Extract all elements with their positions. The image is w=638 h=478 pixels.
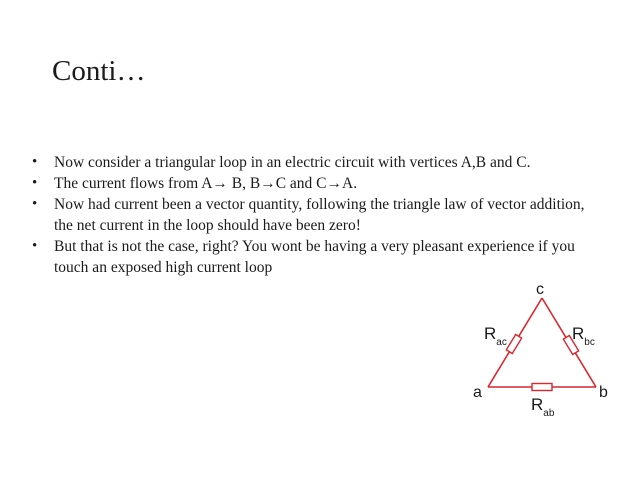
vertex-label-c: c (536, 281, 544, 298)
resistor-ac (506, 334, 521, 353)
resistor-label-bc-base: R (572, 324, 585, 343)
vertex-label-b: b (599, 384, 608, 401)
bullet-item (30, 194, 585, 236)
triangle-circuit-diagram (465, 278, 620, 433)
bullet-item (30, 152, 585, 173)
resistor-ab (532, 384, 552, 391)
bullet-marker: • (32, 196, 38, 212)
resistor-label-ac-base: R (484, 324, 497, 343)
bullet-item (30, 236, 585, 278)
bullet-marker: • (32, 175, 38, 191)
bullet-text: The current flows from A→ B, B→C and C→A. (54, 175, 358, 192)
resistor-label-ab-base: R (531, 395, 544, 414)
slide-title: Conti… (52, 55, 146, 87)
bullet-list (30, 152, 585, 278)
resistor-label-ab (531, 395, 555, 419)
resistor-label-ac-sub: ac (496, 337, 507, 348)
bullet-text: But that is not the case, right? You wont be having a very pleasant experience if you touch an exposed high current loop (54, 238, 575, 276)
resistor-label-ac (484, 324, 507, 348)
bullet-text: Now had current been a vector quantity, following the triangle law of vector addition, the net current in the loop should have been zero! (54, 196, 585, 234)
resistor-label-bc-sub: bc (584, 337, 595, 348)
bullet-marker: • (32, 238, 38, 254)
bullet-marker: • (32, 154, 38, 170)
bullet-item (30, 173, 585, 194)
circuit-svg (465, 278, 620, 433)
resistor-label-ab-sub: ab (543, 408, 555, 419)
bullet-text: Now consider a triangular loop in an electric circuit with vertices A,B and C. (54, 154, 531, 171)
vertex-label-a: a (473, 384, 482, 401)
